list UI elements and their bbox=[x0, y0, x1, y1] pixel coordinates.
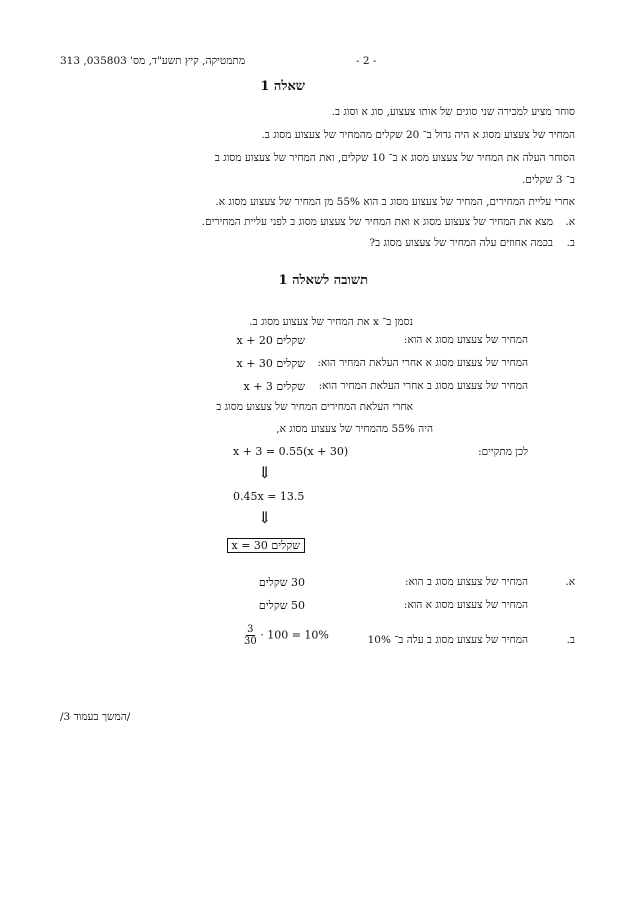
answer-part-a-row-1-value: 30 שקלים bbox=[258, 576, 305, 589]
implies-arrow-2: ⇓ bbox=[258, 508, 272, 527]
fraction bbox=[244, 624, 257, 647]
answer-part-a-row-1-label: המחיר של צעצוע מסוג ב הוא: bbox=[405, 576, 528, 588]
answer-part-a-letter: א. bbox=[565, 576, 575, 588]
answer-intro: נסמן ב־ x את המחיר של צעצוע מסוג ב. bbox=[249, 316, 413, 328]
question-part-b-text: בכמה אחוזים עלה המחיר של צעצוע מסוג ב? bbox=[369, 237, 553, 249]
answer-title: תשובה לשאלה 1 bbox=[278, 273, 368, 288]
question-line-5: אחרי עליית המחירים, המחיר של צעצוע מסוג ב הוא 55% מן המחיר של צעצוע מסוג א. bbox=[215, 196, 575, 208]
answer-row-1-label: המחיר של צעצוע מסוג א הוא: bbox=[403, 334, 528, 346]
solution-box: x = 30 שקלים bbox=[227, 538, 306, 553]
answer-row-3-value: x + 3 שקלים bbox=[243, 380, 305, 393]
answer-part-b-label: המחיר של צעצוע מסוג ב עלה ב־ 10% bbox=[367, 634, 528, 646]
question-title: שאלה 1 bbox=[260, 79, 305, 94]
answer-after-line-2: היה 55% מהמחיר של צעצוע מסוג א, bbox=[276, 423, 433, 435]
header-course-info: מתמטיקה, קיץ תשע"ד, מס' 035803, 313 bbox=[60, 55, 246, 67]
answer-part-b-letter: ב. bbox=[566, 634, 575, 646]
page-number: - 2 - bbox=[356, 55, 377, 67]
question-part-b-letter: ב. bbox=[566, 237, 575, 249]
answer-row-3-label: המחיר של צעצוע מסוג ב אחרי העלאת המחיר הוא: bbox=[318, 380, 528, 392]
answer-row-1-value: x + 20 שקלים bbox=[236, 334, 305, 347]
equation-2: 0.45x = 13.5 bbox=[233, 490, 305, 503]
equation-1: x + 3 = 0.55(x + 30) bbox=[233, 445, 349, 458]
fraction-denominator: 30 bbox=[244, 636, 257, 647]
answer-part-a-row-2-label: המחיר של צעצוע מסוג א הוא: bbox=[403, 599, 528, 611]
question-line-1: סוחר מציע למכירה שני סוגים של אותו צעצוע, סוג א וסוג ב. bbox=[331, 106, 575, 118]
calculation-rest: · 100 = 10% bbox=[260, 628, 329, 642]
answer-part-a-row-2-value: 50 שקלים bbox=[258, 599, 305, 612]
percent-calculation bbox=[244, 624, 329, 647]
question-part-a-text: מצא את המחיר של צעצוע מסוג א ואת המחיר של צעצוע מסוג ב לפני עליית המחירים. bbox=[201, 216, 553, 228]
continued-note: /המשך בעמוד 3/ bbox=[60, 711, 131, 723]
answer-row-2-value: x + 30 שקלים bbox=[236, 357, 305, 370]
question-part-a-letter: א. bbox=[565, 216, 575, 228]
therefore-label: לכן מתקיים: bbox=[478, 446, 528, 458]
answer-row-2-label: המחיר של צעצוע מסוג א אחרי העלאת המחיר הוא: bbox=[317, 357, 528, 369]
implies-arrow-1: ⇓ bbox=[258, 463, 272, 482]
question-line-2: המחיר של צעצוע מסוג א היה גדול ב־ 20 שקלים מהמחיר של צעצוע מסוג ב. bbox=[261, 129, 575, 141]
question-line-3: הסוחר העלה את המחיר של צעצוע מסוג א ב־ 10 שקלים, ואת המחיר של צעצוע מסוג ב bbox=[214, 152, 575, 164]
question-line-4: ב־ 3 שקלים. bbox=[521, 174, 575, 186]
answer-after-line-1: אחרי העלאת המחירים המחיר של צעצוע מסוג ב bbox=[216, 401, 413, 413]
fraction-numerator: 3 bbox=[247, 624, 254, 635]
